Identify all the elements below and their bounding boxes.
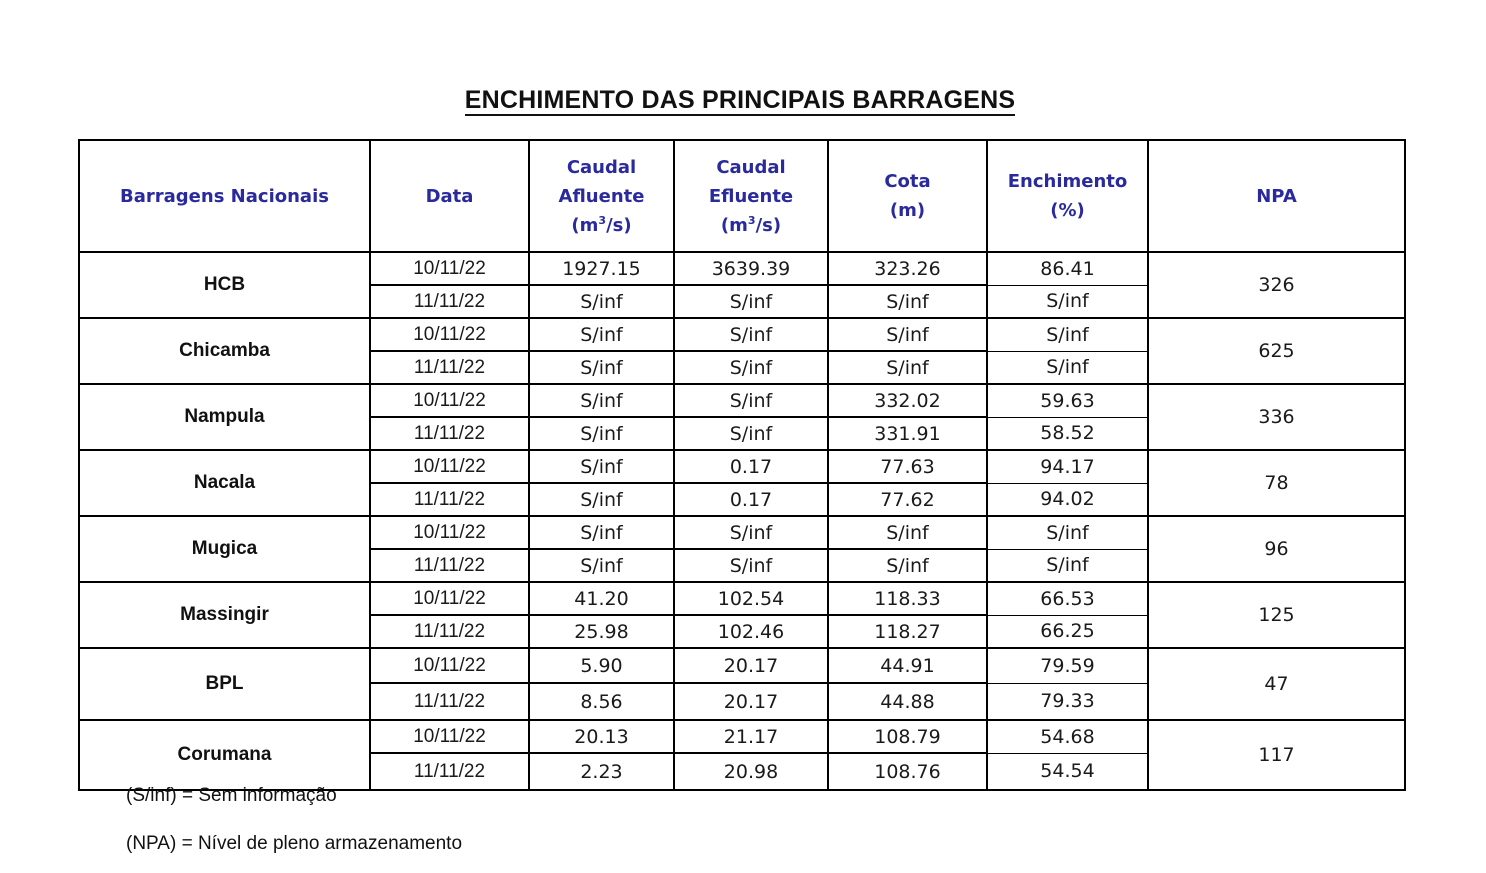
outflow-cell: 20.98	[674, 753, 828, 790]
outflow-cell: 0.17	[674, 483, 828, 516]
table-row	[79, 384, 1405, 417]
level-cell: 108.76	[828, 753, 987, 790]
header-outflow-unit: $(m^3/s)$	[720, 213, 782, 236]
header-outflow-line2: Efluente	[708, 185, 794, 207]
npa-cell: 47	[1148, 648, 1405, 720]
date-cell: 11/11/22	[370, 549, 529, 582]
outflow-cell: 20.17	[674, 648, 828, 683]
fill-cell: 54.68	[987, 720, 1148, 753]
header-fill-line1: Enchimento	[1007, 171, 1128, 192]
header-dam: Barragens Nacionais	[79, 140, 370, 252]
npa-cell: 326	[1148, 252, 1405, 318]
fill-cell: 94.17	[987, 450, 1148, 483]
table-row	[79, 648, 1405, 683]
date-cell: 11/11/22	[370, 683, 529, 720]
npa-cell: 625	[1148, 318, 1405, 384]
inflow-cell: 1927.15	[529, 252, 674, 285]
dam-table	[78, 139, 1406, 791]
date-cell: 10/11/22	[370, 252, 529, 285]
dam-name-cell: Nacala	[79, 450, 370, 516]
level-cell: 44.91	[828, 648, 987, 683]
inflow-cell: S/inf	[529, 516, 674, 549]
table-row	[79, 318, 1405, 351]
date-cell: 11/11/22	[370, 753, 529, 790]
outflow-cell: S/inf	[674, 318, 828, 351]
level-cell: 108.79	[828, 720, 987, 753]
table-row	[79, 582, 1405, 615]
header-fill	[987, 140, 1148, 252]
header-npa: NPA	[1148, 140, 1405, 252]
fill-cell: S/inf	[987, 285, 1148, 318]
fill-cell: 94.02	[987, 483, 1148, 516]
fill-cell: 79.33	[987, 683, 1148, 720]
header-inflow	[529, 140, 674, 252]
inflow-cell: S/inf	[529, 450, 674, 483]
date-cell: 11/11/22	[370, 285, 529, 318]
fill-cell: S/inf	[987, 549, 1148, 582]
outflow-cell: S/inf	[674, 516, 828, 549]
level-cell: S/inf	[828, 285, 987, 318]
date-cell: 11/11/22	[370, 417, 529, 450]
header-level	[828, 140, 987, 252]
dam-name-cell: Nampula	[79, 384, 370, 450]
header-inflow-line1: Caudal	[566, 156, 637, 178]
level-cell: 77.62	[828, 483, 987, 516]
level-cell: S/inf	[828, 516, 987, 549]
note-npa: (NPA) = Nível de pleno armazenamento	[126, 833, 463, 854]
fill-cell: 79.59	[987, 648, 1148, 683]
outflow-cell: S/inf	[674, 285, 828, 318]
outflow-cell: S/inf	[674, 549, 828, 582]
level-cell: S/inf	[828, 351, 987, 384]
date-cell: 10/11/22	[370, 384, 529, 417]
inflow-cell: 5.90	[529, 648, 674, 683]
inflow-cell: S/inf	[529, 351, 674, 384]
outflow-cell: S/inf	[674, 417, 828, 450]
inflow-cell: 41.20	[529, 582, 674, 615]
fill-cell: S/inf	[987, 516, 1148, 549]
header-row	[79, 140, 1405, 252]
dam-name-cell: Chicamba	[79, 318, 370, 384]
outflow-cell: 102.54	[674, 582, 828, 615]
header-level-line2: (m)	[889, 200, 926, 221]
inflow-cell: S/inf	[529, 318, 674, 351]
npa-cell: 117	[1148, 720, 1405, 790]
date-cell: 11/11/22	[370, 615, 529, 648]
level-cell: 77.63	[828, 450, 987, 483]
level-cell: 332.02	[828, 384, 987, 417]
level-cell: 118.27	[828, 615, 987, 648]
table-row	[79, 252, 1405, 285]
date-cell: 10/11/22	[370, 582, 529, 615]
inflow-cell: S/inf	[529, 549, 674, 582]
outflow-cell: 102.46	[674, 615, 828, 648]
fill-cell: S/inf	[987, 351, 1148, 384]
outflow-cell: 21.17	[674, 720, 828, 753]
date-cell: 10/11/22	[370, 720, 529, 753]
date-cell: 10/11/22	[370, 318, 529, 351]
table-row	[79, 450, 1405, 483]
header-inflow-line2: Afluente	[558, 185, 645, 207]
inflow-cell: 2.23	[529, 753, 674, 790]
outflow-cell: 0.17	[674, 450, 828, 483]
outflow-cell: S/inf	[674, 351, 828, 384]
dam-name-cell: HCB	[79, 252, 370, 318]
npa-cell: 96	[1148, 516, 1405, 582]
dam-name-cell: BPL	[79, 648, 370, 720]
fill-cell: 66.25	[987, 615, 1148, 648]
fill-cell: 59.63	[987, 384, 1148, 417]
outflow-cell: 3639.39	[674, 252, 828, 285]
header-fill-line2: (%)	[1050, 200, 1085, 221]
date-cell: 10/11/22	[370, 516, 529, 549]
level-cell: S/inf	[828, 549, 987, 582]
level-cell: 331.91	[828, 417, 987, 450]
fill-cell: 86.41	[987, 252, 1148, 285]
date-cell: 10/11/22	[370, 450, 529, 483]
table-row	[79, 720, 1405, 753]
date-cell: 11/11/22	[370, 483, 529, 516]
inflow-cell: S/inf	[529, 384, 674, 417]
dam-name-cell: Mugica	[79, 516, 370, 582]
dam-name-cell: Corumana	[79, 720, 370, 790]
npa-cell: 78	[1148, 450, 1405, 516]
level-cell: 118.33	[828, 582, 987, 615]
level-cell: S/inf	[828, 318, 987, 351]
inflow-cell: S/inf	[529, 417, 674, 450]
table-row	[79, 516, 1405, 549]
inflow-cell: S/inf	[529, 285, 674, 318]
page-title	[0, 86, 1480, 115]
date-cell: 10/11/22	[370, 648, 529, 683]
inflow-cell: 8.56	[529, 683, 674, 720]
table-body	[79, 252, 1405, 790]
fill-cell: S/inf	[987, 318, 1148, 351]
outflow-cell: S/inf	[674, 384, 828, 417]
header-level-line1: Cota	[884, 171, 931, 192]
dam-name-cell: Massingir	[79, 582, 370, 648]
outflow-cell: 20.17	[674, 683, 828, 720]
level-cell: 44.88	[828, 683, 987, 720]
level-cell: 323.26	[828, 252, 987, 285]
inflow-cell: S/inf	[529, 483, 674, 516]
inflow-cell: 20.13	[529, 720, 674, 753]
header-outflow-line1: Caudal	[716, 156, 786, 178]
fill-cell: 54.54	[987, 753, 1148, 790]
note-sinf: (S/inf) = Sem informação	[126, 785, 337, 806]
date-cell: 11/11/22	[370, 351, 529, 384]
page-title-text: ENCHIMENTO DAS PRINCIPAIS BARRAGENS	[464, 86, 1016, 114]
header-date: Data	[370, 140, 529, 252]
npa-cell: 125	[1148, 582, 1405, 648]
header-outflow	[674, 140, 828, 252]
npa-cell: 336	[1148, 384, 1405, 450]
fill-cell: 58.52	[987, 417, 1148, 450]
inflow-cell: 25.98	[529, 615, 674, 648]
fill-cell: 66.53	[987, 582, 1148, 615]
header-inflow-unit: $(m^3/s)$	[571, 213, 632, 236]
